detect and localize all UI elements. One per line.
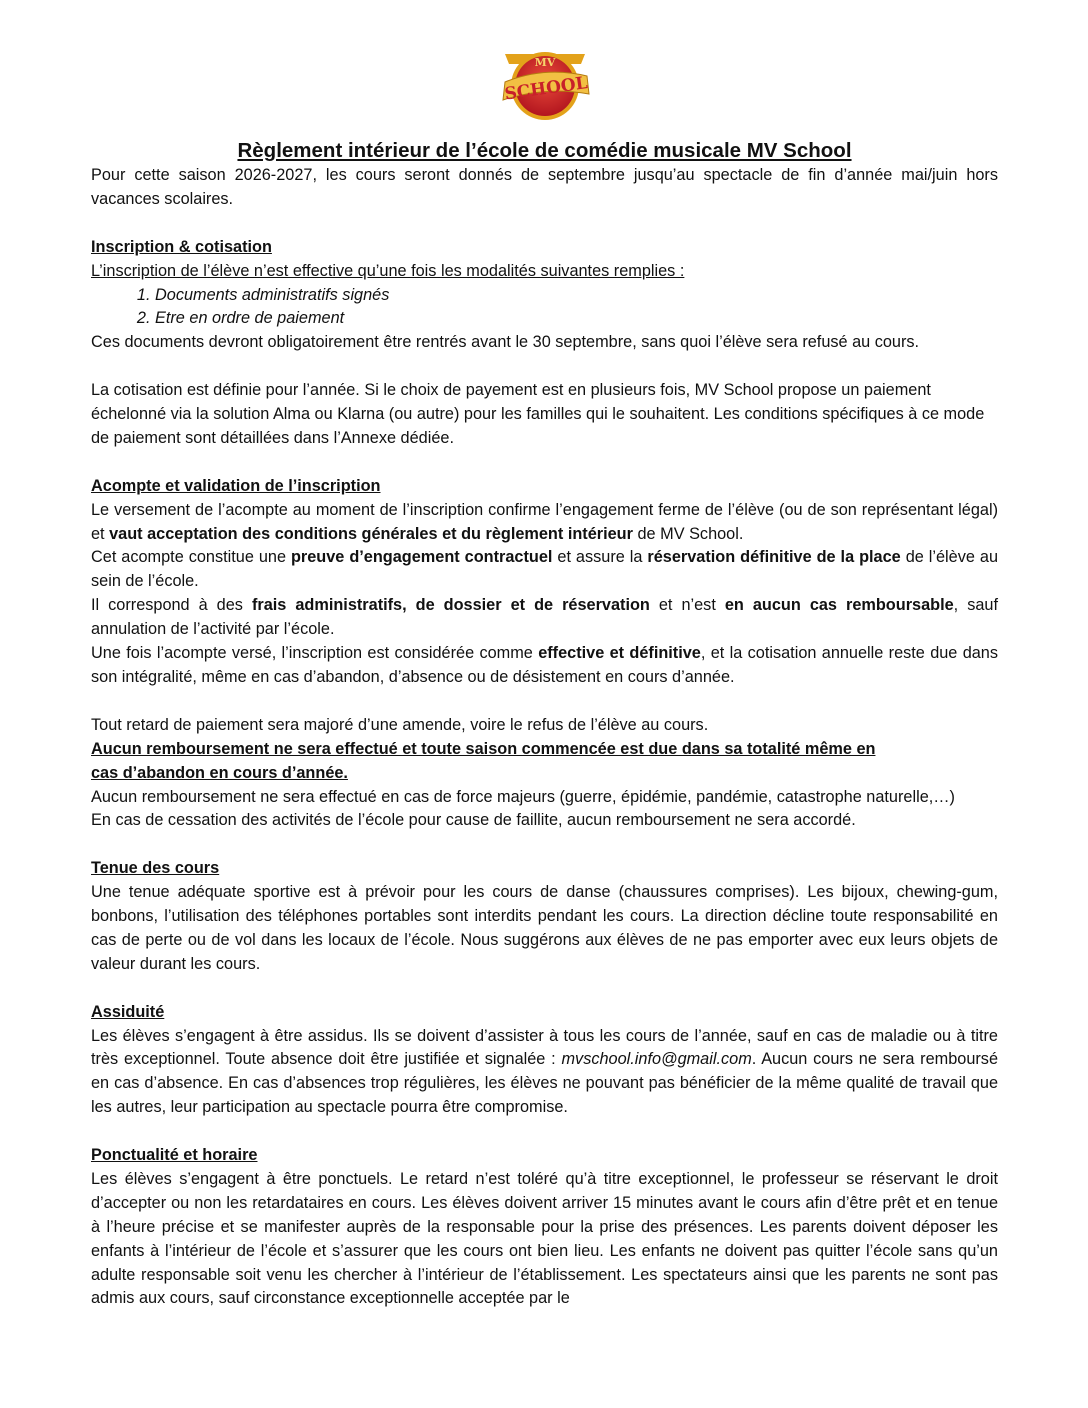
acompte-paragraph-4: Une fois l’acompte versé, l’inscription est considérée comme effective et définitive, et la cotisation annuelle reste due dans son intégralité, même en cas d’abandon, d’absence ou de désistement en cours d’année. <box>91 644 999 686</box>
faillite-paragraph: En cas de cessation des activités de l’école pour cause de faillite, aucun remboursement ne sera accordé. <box>91 811 856 830</box>
section-heading-inscription: Inscription & cotisation <box>91 237 272 256</box>
retard-paragraph: Tout retard de paiement sera majoré d’une amende, voire le refus de l’élève au cours. <box>91 715 709 734</box>
force-majeure-paragraph: Aucun remboursement ne sera effectué en cas de force majeurs (guerre, épidémie, pandémie, catastrophe naturelle,…) <box>91 787 955 806</box>
section-heading-ponctualite: Ponctualité et horaire <box>91 1146 258 1165</box>
svg-text:SCHOOL: SCHOOL <box>502 73 589 105</box>
acompte-paragraph-3: Il correspond à des frais administratifs, de dossier et de réservation et n’est en aucun cas remboursable, sauf annulation de l’activité par l’école. <box>91 596 998 639</box>
inscription-lead: L’inscription de l’élève n’est effective qu’une fois les modalités suivantes remplies : <box>91 261 685 280</box>
tenue-paragraph: Une tenue adéquate sportive est à prévoir pour les cours de danse (chaussures comprises). Les bijoux, chewing-gum, bonbons, l’utilisation des téléphones portables sont interdits pendant les cours. La direction décline toute responsabilité en cas de perte ou de vol dans les locaux de l’école. Nous suggérons aux élèves de ne pas emporter avec eux leurs objets de valeur durant les cours. <box>91 883 998 973</box>
no-refund-warning-line-2: cas d’abandon en cours d’année. <box>91 763 348 782</box>
section-heading-tenue: Tenue des cours <box>91 859 220 878</box>
section-heading-assiduite: Assiduité <box>91 1002 165 1021</box>
list-item: 2. Etre en ordre de paiement <box>155 307 998 331</box>
cotisation-paragraph: La cotisation est définie pour l’année. Si le choix de payement est en plusieurs fois, MV School propose un paiement échelonné via la solution Alma ou Klarna (ou autre) pour les familles qui le souhaitent. Les conditions spécifiques à ce mode de paiement sont détaillées dans l’Annexe dédiée. <box>91 381 985 447</box>
no-refund-warning-line-1: Aucun remboursement ne sera effectué et toute saison commencée est due dans sa totalité même en <box>91 739 876 758</box>
ponctualite-paragraph: Les élèves s’engagent à être ponctuels. Le retard n’est toléré qu’à titre exceptionnel, le professeur se réservant le droit d’accepter ou non les retardataires en cours. Les élèves doivent arriver 15 minutes avant le cours afin d’être prêt et en tenue à l’heure précise et se manifester auprès de la responsable pour la prise des présences. Les parents doivent déposer les enfants à l’intérieur de l’école et s’assurer que les cours ont bien lieu. Les enfants ne doivent pas quitter l’école sans qu’un adulte responsable soit venu les chercher à l’intérieur de l’établissement. Les spectateurs ainsi que les parents ne sont pas admis aux cours, sauf circonstance exceptionnelle acceptée par le <box>91 1169 998 1308</box>
page-title: Règlement intérieur de l’école de comédie musicale MV School <box>237 139 852 162</box>
assiduite-paragraph: Les élèves s’engagent à être assidus. Ils se doivent d’assister à tous les cours de l’année, sauf en cas de maladie ou à titre très exceptionnel. Toute absence doit être justifiée et signalée : mvschool.info@gmail.com. Aucun cours ne sera remboursé en cas d’absence. En cas d’absences trop régulières, les élèves ne pouvant pas bénéficier de la même qualité de travail que les autres, leur participation au spectacle pourra être compromise. <box>91 1026 998 1117</box>
mv-school-logo-icon <box>497 36 593 126</box>
list-item: 1. Documents administratifs signés <box>155 284 998 308</box>
contact-email: mvschool.info@gmail.com <box>561 1050 752 1069</box>
logo <box>91 36 998 126</box>
inscription-list <box>91 284 998 332</box>
section-heading-acompte: Acompte et validation de l’inscription <box>91 476 381 495</box>
inscription-deadline: Ces documents devront obligatoirement être rentrés avant le 30 septembre, sans quoi l’élève sera refusé au cours. <box>91 333 920 352</box>
acompte-paragraph-2: Cet acompte constitue une preuve d’engagement contractuel et assure la réservation définitive de la place de l’élève au sein de l’école. <box>91 548 998 591</box>
intro-paragraph: Pour cette saison 2026-2027, les cours seront donnés de septembre jusqu’au spectacle de fin d’année mai/juin hors vacances scolaires. <box>91 166 998 208</box>
svg-text:MV: MV <box>534 56 555 69</box>
document-page <box>91 36 998 1311</box>
acompte-paragraph-1: Le versement de l’acompte au moment de l’inscription confirme l’engagement ferme de l’élève (ou de son représentant légal) et vaut acceptation des conditions générales et du règlement intérieur de MV School. <box>91 500 998 543</box>
